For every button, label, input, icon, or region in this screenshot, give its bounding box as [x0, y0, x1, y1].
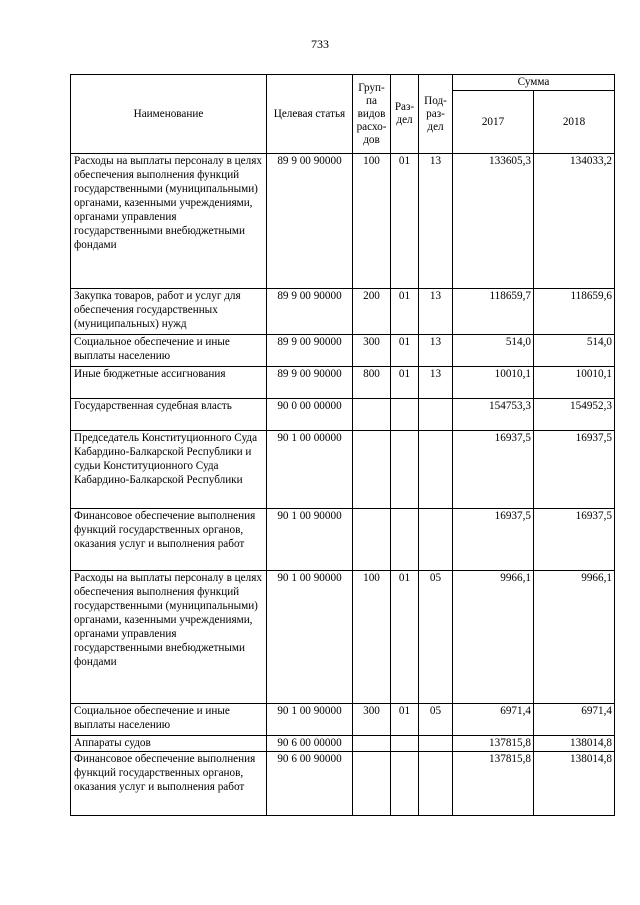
row-value-2017-cell: 133605,3 — [453, 154, 534, 289]
row-value-2017-cell: 10010,1 — [453, 367, 534, 399]
row-value-2017-cell: 16937,5 — [453, 431, 534, 509]
row-group-cell — [353, 736, 391, 752]
row-name-cell: Аппараты судов — [71, 736, 267, 752]
row-subsection-cell — [419, 509, 453, 571]
row-subsection-cell: 13 — [419, 335, 453, 367]
row-target-code-cell: 90 0 00 00000 — [267, 399, 353, 431]
row-group-cell — [353, 509, 391, 571]
table-row — [71, 431, 615, 509]
row-target-code-cell: 90 1 00 90000 — [267, 571, 353, 704]
row-target-code-cell: 89 9 00 90000 — [267, 335, 353, 367]
row-target-code-cell: 90 6 00 90000 — [267, 752, 353, 816]
row-name-cell: Закупка товаров, работ и услуг для обеспечения государственных (муниципальных) нужд — [71, 289, 267, 335]
table-row — [71, 367, 615, 399]
row-value-2017-cell: 137815,8 — [453, 752, 534, 816]
row-section-cell — [391, 752, 419, 816]
header-year-2018: 2018 — [534, 91, 615, 154]
row-name-cell: Социальное обеспечение и иные выплаты населению — [71, 704, 267, 736]
row-target-code-cell: 90 1 00 90000 — [267, 704, 353, 736]
row-subsection-cell: 13 — [419, 367, 453, 399]
header-subsection: Под-раз-дел — [419, 75, 453, 154]
row-name-cell: Расходы на выплаты персоналу в целях обеспечения выполнения функций государственными (муниципальными) органами, казенными учреждениями, органами управления государственными внебюджетными фондами — [71, 571, 267, 704]
row-subsection-cell: 05 — [419, 704, 453, 736]
table-row — [71, 752, 615, 816]
row-value-2018-cell: 514,0 — [534, 335, 615, 367]
row-value-2018-cell: 138014,8 — [534, 752, 615, 816]
row-group-cell — [353, 431, 391, 509]
row-target-code-cell: 89 9 00 90000 — [267, 289, 353, 335]
row-value-2017-cell: 154753,3 — [453, 399, 534, 431]
row-value-2017-cell: 137815,8 — [453, 736, 534, 752]
table-body — [71, 154, 615, 816]
row-section-cell: 01 — [391, 289, 419, 335]
row-subsection-cell: 13 — [419, 289, 453, 335]
row-target-code-cell: 90 1 00 00000 — [267, 431, 353, 509]
row-subsection-cell: 13 — [419, 154, 453, 289]
row-value-2018-cell: 10010,1 — [534, 367, 615, 399]
row-group-cell: 200 — [353, 289, 391, 335]
row-section-cell — [391, 736, 419, 752]
row-subsection-cell: 05 — [419, 571, 453, 704]
header-name: Наименование — [71, 75, 267, 154]
row-value-2018-cell: 16937,5 — [534, 431, 615, 509]
row-group-cell — [353, 399, 391, 431]
row-value-2018-cell: 118659,6 — [534, 289, 615, 335]
row-subsection-cell — [419, 399, 453, 431]
page-number: 733 — [311, 37, 329, 51]
row-group-cell: 100 — [353, 154, 391, 289]
row-value-2017-cell: 514,0 — [453, 335, 534, 367]
row-value-2018-cell: 6971,4 — [534, 704, 615, 736]
row-subsection-cell — [419, 431, 453, 509]
table-row — [71, 571, 615, 704]
header-year-2017: 2017 — [453, 91, 534, 154]
row-value-2018-cell: 16937,5 — [534, 509, 615, 571]
table-row — [71, 335, 615, 367]
row-group-cell: 300 — [353, 704, 391, 736]
row-target-code-cell: 90 1 00 90000 — [267, 509, 353, 571]
row-name-cell: Председатель Конституционного Суда Кабардино-Балкарской Республики и судьи Конституционного Суда Кабардино-Балкарской Республики — [71, 431, 267, 509]
row-value-2017-cell: 16937,5 — [453, 509, 534, 571]
row-section-cell: 01 — [391, 154, 419, 289]
row-section-cell — [391, 509, 419, 571]
row-section-cell: 01 — [391, 704, 419, 736]
header-sum: Сумма — [453, 75, 615, 91]
row-target-code-cell: 89 9 00 90000 — [267, 154, 353, 289]
row-group-cell: 100 — [353, 571, 391, 704]
row-target-code-cell: 89 9 00 90000 — [267, 367, 353, 399]
row-group-cell: 300 — [353, 335, 391, 367]
row-name-cell: Государственная судебная власть — [71, 399, 267, 431]
row-section-cell — [391, 399, 419, 431]
header-target: Целевая статья — [267, 75, 353, 154]
table-row — [71, 154, 615, 289]
row-value-2018-cell: 134033,2 — [534, 154, 615, 289]
row-name-cell: Социальное обеспечение и иные выплаты населению — [71, 335, 267, 367]
table-row — [71, 704, 615, 736]
row-group-cell — [353, 752, 391, 816]
row-subsection-cell — [419, 752, 453, 816]
row-value-2018-cell: 9966,1 — [534, 571, 615, 704]
row-value-2018-cell: 138014,8 — [534, 736, 615, 752]
row-section-cell: 01 — [391, 367, 419, 399]
table-row — [71, 736, 615, 752]
row-subsection-cell — [419, 736, 453, 752]
table-row — [71, 289, 615, 335]
row-section-cell: 01 — [391, 571, 419, 704]
row-value-2017-cell: 6971,4 — [453, 704, 534, 736]
row-name-cell: Иные бюджетные ассигнования — [71, 367, 267, 399]
table-row — [71, 399, 615, 431]
row-value-2017-cell: 9966,1 — [453, 571, 534, 704]
row-value-2018-cell: 154952,3 — [534, 399, 615, 431]
budget-table — [70, 74, 615, 816]
table-row — [71, 509, 615, 571]
header-group: Груп-па видов расхо-дов — [353, 75, 391, 154]
row-section-cell: 01 — [391, 335, 419, 367]
row-section-cell — [391, 431, 419, 509]
row-value-2017-cell: 118659,7 — [453, 289, 534, 335]
row-name-cell: Финансовое обеспечение выполнения функций государственных органов, оказания услуг и выполнения работ — [71, 752, 267, 816]
header-section: Раз-дел — [391, 75, 419, 154]
row-group-cell: 800 — [353, 367, 391, 399]
row-name-cell: Расходы на выплаты персоналу в целях обеспечения выполнения функций государственными (муниципальными) органами, казенными учреждениями, органами управления государственными внебюджетными фондами — [71, 154, 267, 289]
row-target-code-cell: 90 6 00 00000 — [267, 736, 353, 752]
row-name-cell: Финансовое обеспечение выполнения функций государственных органов, оказания услуг и выполнения работ — [71, 509, 267, 571]
